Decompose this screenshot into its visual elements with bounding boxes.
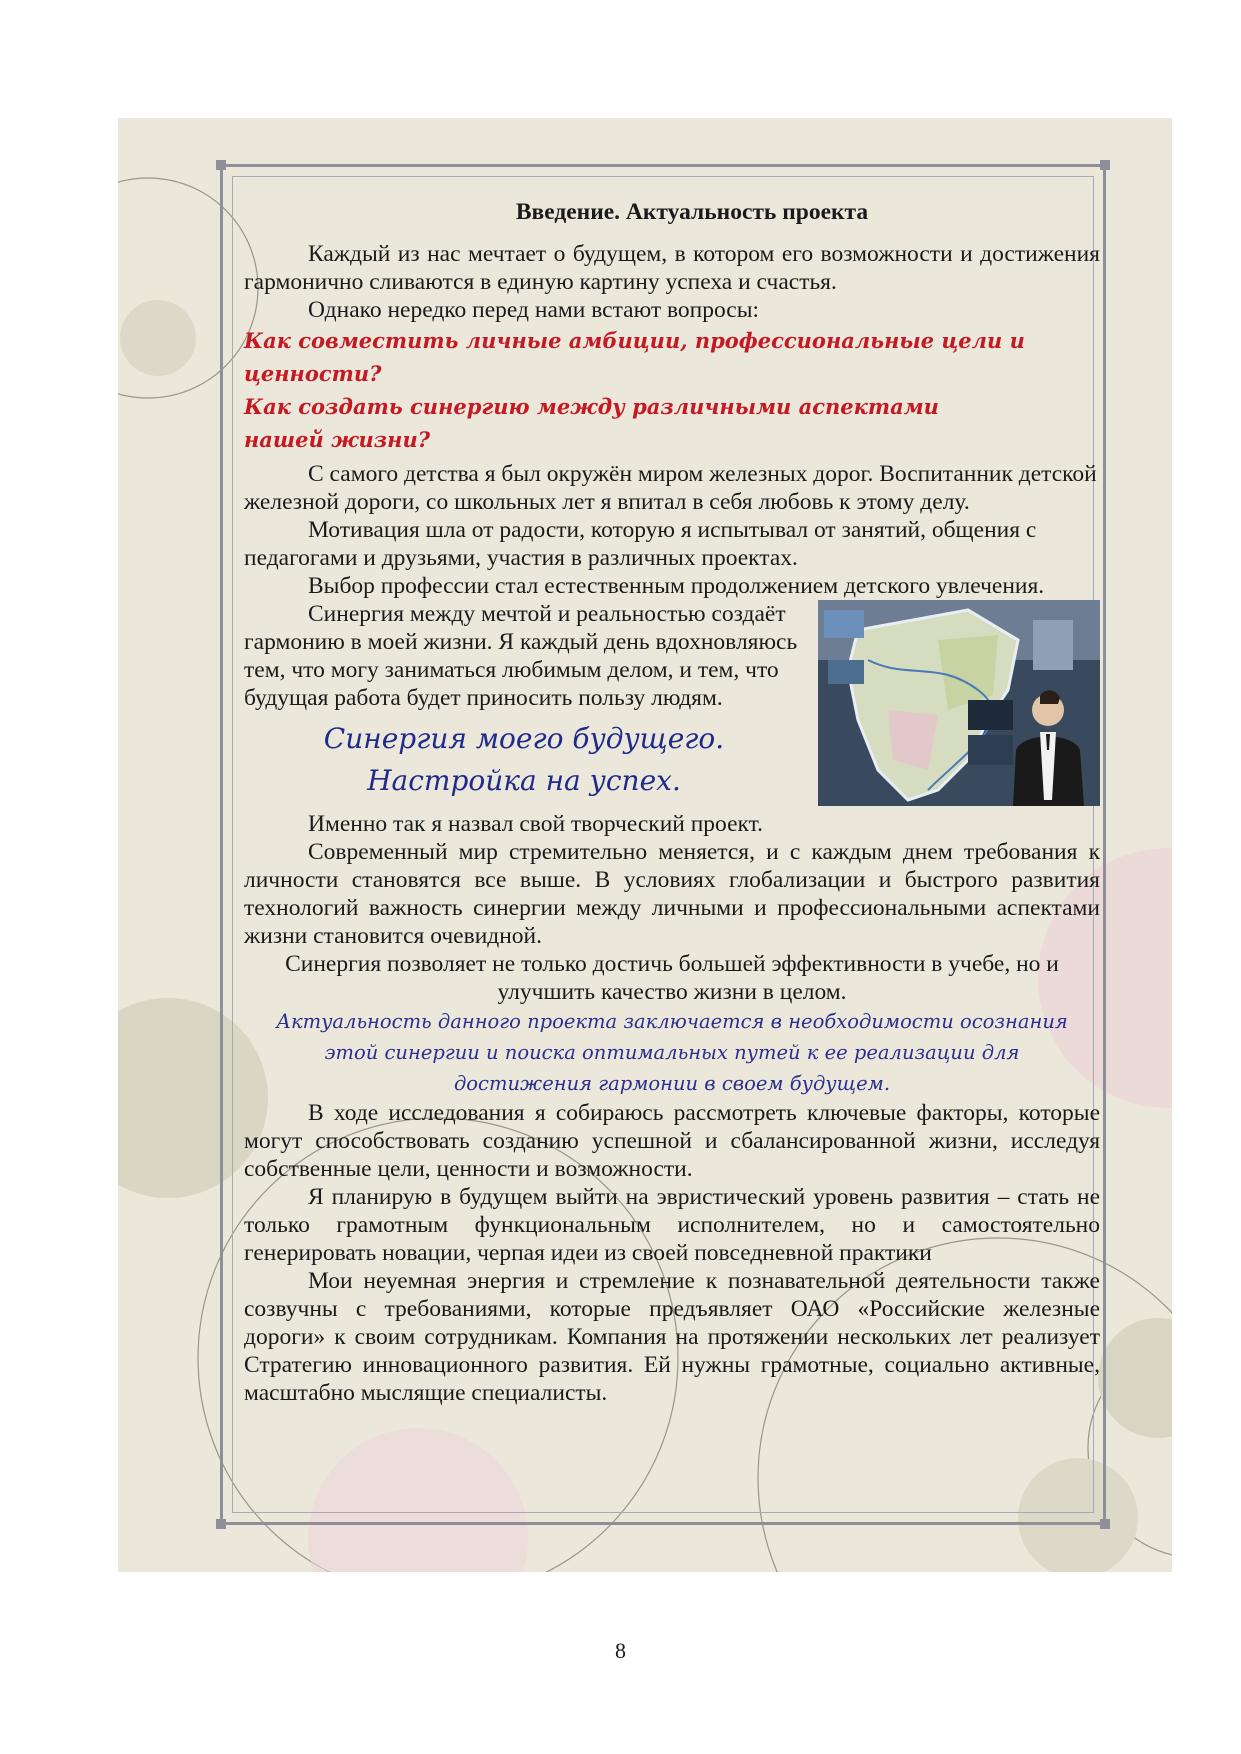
paragraph: Мотивация шла от радости, которую я испытывал от занятий, общения с педагогами и друзьями, участия в различных проектах. bbox=[244, 517, 1037, 571]
paragraph: Выбор профессии стал естественным продолжением детского увлечения. bbox=[308, 573, 1045, 599]
student-photo bbox=[818, 600, 1100, 806]
paragraph: В ходе исследования я собираюсь рассмотреть ключевые факторы, которые могут способствовать созданию успешной и сбалансированной жизни, исследуя собственные цели, ценности и возможности. bbox=[244, 1100, 1100, 1182]
relevance-statement: Актуальность данного проекта заключается в необходимости осознания этой синергии и поиска оптимальных путей к ее реализации для достижения гармонии в своем будущем. bbox=[276, 1010, 1068, 1095]
main-text bbox=[244, 198, 1100, 1407]
paragraph: Каждый из нас мечтает о будущем, в котором его возможности и достижения гармонично сливаются в единую картину успеха и счастья. bbox=[244, 241, 1100, 295]
paragraph: Я планирую в будущем выйти на эвристический уровень развития – стать не только грамотным функциональным исполнителем, но и самостоятельно генерировать новации, черпая идеи из своей повседневной практики bbox=[244, 1184, 1100, 1266]
page-number: 8 bbox=[615, 1638, 626, 1663]
question-text: Как создать синергию между различными аспектами нашей жизни? bbox=[244, 394, 939, 452]
deco-dot-bottom-right bbox=[1098, 1318, 1172, 1438]
slogan-line-2: Настройка на успех. bbox=[367, 764, 681, 797]
paragraph: Современный мир стремительно меняется, и с каждым днем требования к личности становятся все выше. В условиях глобализации и быстрого развития технологий важность синергии между личными и профессиональными аспектами жизни становится очевидной. bbox=[244, 839, 1100, 949]
paragraph: Синергия между мечтой и реальностью создаёт гармонию в моей жизни. Я каждый день вдохновляюсь тем, что могу заниматься любимым делом, и тем, что будущая работа будет приносить пользу людям. bbox=[244, 601, 798, 711]
paragraph: Именно так я назвал свой творческий проект. bbox=[308, 811, 764, 837]
page-title: Введение. Актуальность проекта bbox=[515, 199, 869, 225]
paragraph: Мои неуемная энергия и стремление к познавательной деятельности также созвучны с требованиями, которые предъявляет ОАО «Российские железные дороги» к своим сотрудникам. Компания на протяжении нескольких лет реализует Стратегию инновационного развития. Ей нужны грамотные, социально активные, масштабно мыслящие специалисты. bbox=[244, 1268, 1100, 1406]
deco-dot-top-left bbox=[120, 300, 196, 376]
question-text: Как совместить личные амбиции, профессиональные цели и ценности? bbox=[244, 328, 1025, 386]
paragraph: Однако нередко перед нами встают вопросы: bbox=[308, 297, 760, 323]
photo-railway-map bbox=[818, 600, 1100, 806]
slogan-line-1: Синергия моего будущего. bbox=[323, 722, 725, 755]
paragraph: С самого детства я был окружён миром железных дорог. Воспитанник детской железной дороги, со школьных лет я впитал в себя любовь к этому делу. bbox=[244, 461, 1097, 515]
paragraph: Синергия позволяет не только достичь большей эффективности в учебе, но и улучшить качество жизни в целом. bbox=[285, 951, 1059, 1005]
